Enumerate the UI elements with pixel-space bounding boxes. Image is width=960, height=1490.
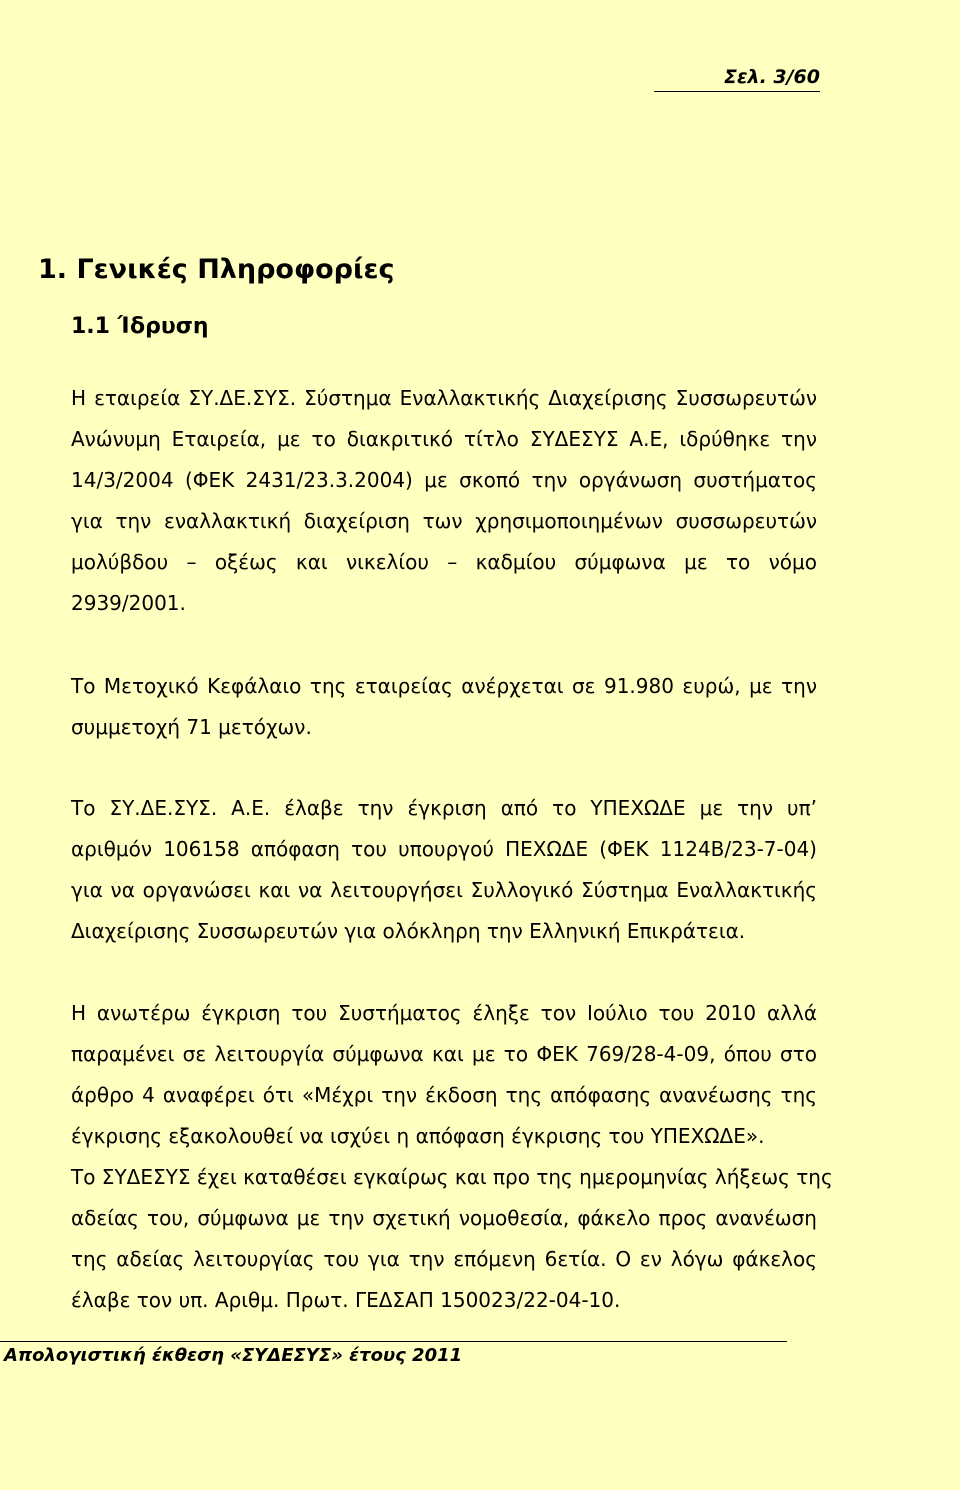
section-heading: 1. Γενικές Πληροφορίες <box>38 254 395 285</box>
text-line: Διαχείρισης Συσσωρευτών για ολόκληρη την Ελληνική Επικράτεια. <box>71 919 746 943</box>
text-line: Το ΣΥΔΕΣΥΣ έχει καταθέσει εγκαίρως και προ της ημερομηνίας λήξεως της <box>71 1165 833 1189</box>
text-line: μολύβδου – οξέως και νικελίου – καδμίου σύμφωνα με το νόμο <box>71 550 817 574</box>
paragraph-approval <box>71 788 817 952</box>
text-line: Η εταιρεία ΣΥ.ΔΕ.ΣΥΣ. Σύστημα Εναλλακτικής Διαχείρισης Συσσωρευτών <box>71 386 817 410</box>
paragraph-founding <box>71 378 817 624</box>
text-line: αδείας του, σύμφωνα με την σχετική νομοθεσία, φάκελο προς ανανέωση <box>71 1206 817 1230</box>
text-line: της αδείας λειτουργίας του για την επόμενη 6ετία. Ο εν λόγω φάκελος <box>71 1247 817 1271</box>
text-line: συμμετοχή 71 μετόχων. <box>71 715 312 739</box>
paragraph-renewal <box>71 993 833 1321</box>
text-line: αριθμόν 106158 απόφαση του υπουργού ΠΕΧΩΔΕ (ΦΕΚ 1124Β/23-7-04) <box>71 837 817 861</box>
text-line: έλαβε τον υπ. Αριθμ. Πρωτ. ΓΕΔΣΑΠ 150023/22-04-10. <box>71 1288 621 1312</box>
text-line: Η ανωτέρω έγκριση του Συστήματος έληξε τον Ιούλιο του 2010 αλλά <box>71 1001 817 1025</box>
text-line: Το Μετοχικό Κεφάλαιο της εταιρείας ανέρχεται σε 91.980 ευρώ, με την <box>71 674 817 698</box>
text-line: 2939/2001. <box>71 591 186 615</box>
footer-rule <box>0 1341 787 1342</box>
text-line: για να οργανώσει και να λειτουργήσει Συλλογικό Σύστημα Εναλλακτικής <box>71 878 817 902</box>
footer-text: Απολογιστική έκθεση «ΣΥΔΕΣΥΣ» έτους 2011 <box>4 1345 463 1366</box>
subsection-heading: 1.1 Ίδρυση <box>71 314 209 339</box>
text-line: παραμένει σε λειτουργία σύμφωνα και με το ΦΕΚ 769/28-4-09, όπου στο <box>71 1042 817 1066</box>
page-number: Σελ. 3/60 <box>654 66 820 92</box>
text-line: Το ΣΥ.ΔΕ.ΣΥΣ. Α.Ε. έλαβε την έγκριση από το ΥΠΕΧΩΔΕ με την υπ’ <box>71 796 817 820</box>
text-line: άρθρο 4 αναφέρει ότι «Μέχρι την έκδοση της απόφασης ανανέωσης της <box>71 1083 817 1107</box>
text-line: Ανώνυμη Εταιρεία, με το διακριτικό τίτλο ΣΥΔΕΣΥΣ Α.Ε, ιδρύθηκε την <box>71 427 817 451</box>
text-line: 14/3/2004 (ΦΕΚ 2431/23.3.2004) με σκοπό την οργάνωση συστήματος <box>71 468 817 492</box>
text-line: έγκρισης εξακολουθεί να ισχύει η απόφαση έγκρισης του ΥΠΕΧΩΔΕ». <box>71 1124 765 1148</box>
paragraph-capital <box>71 666 817 748</box>
text-line: για την εναλλακτική διαχείριση των χρησιμοποιημένων συσσωρευτών <box>71 509 817 533</box>
